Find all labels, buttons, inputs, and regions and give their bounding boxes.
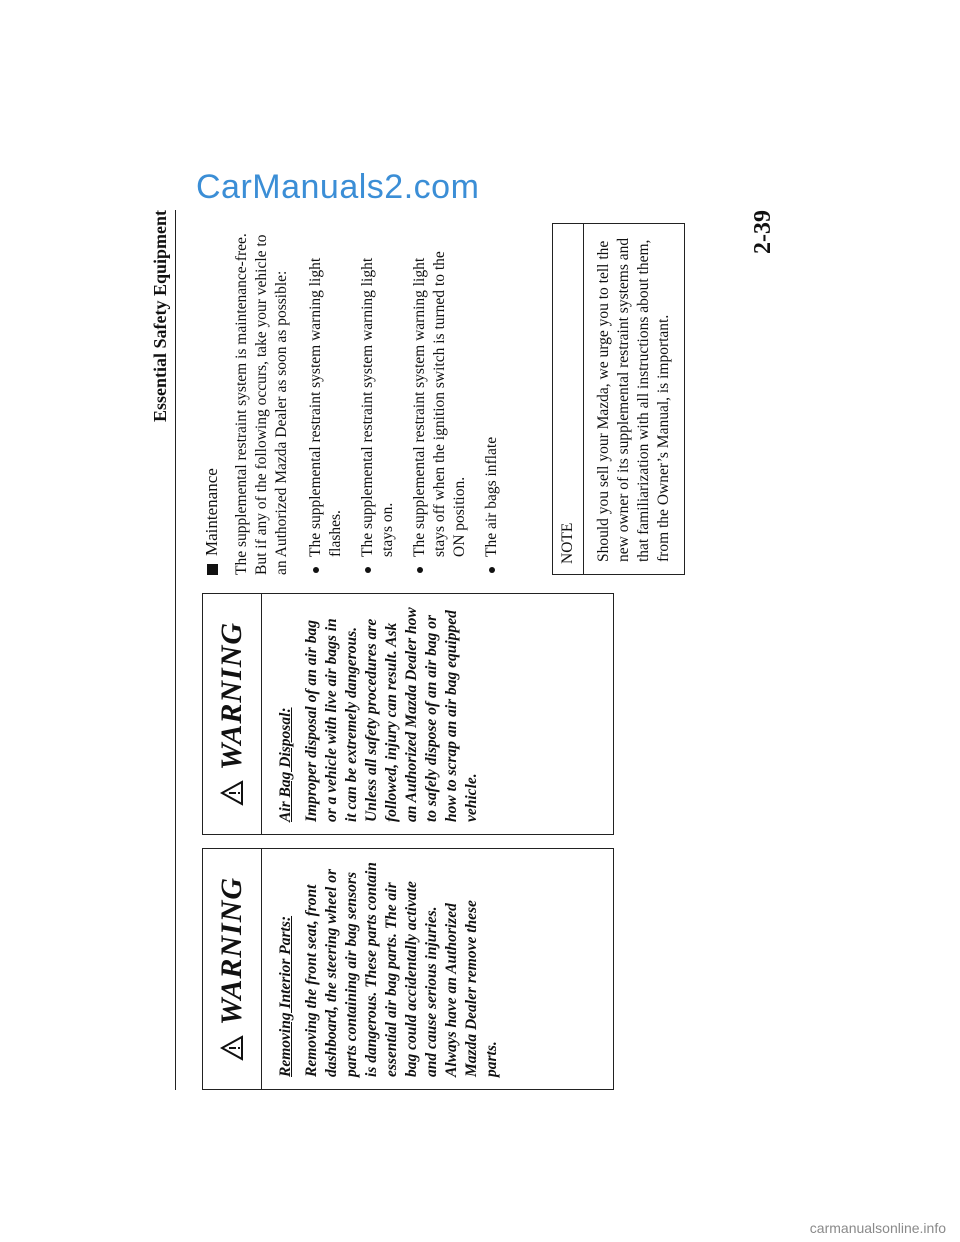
warning-text: Improper disposal of an air bag or a vehicle with live air bags in it can be extremely dangerous. Unless all safety procedures are followed, injury can result. Ask an Authorized Mazda Dealer how to safely dispose of an air bag or how to scrap an air bag equipped vehicle. <box>303 607 480 822</box>
list-item: The supplemental restraint system warning light flashes. <box>306 225 346 575</box>
page-number: 2-39 <box>750 210 776 254</box>
manual-page <box>150 210 810 1090</box>
warning-header <box>203 849 262 1089</box>
warning-box-air-bag-disposal <box>202 593 614 835</box>
warning-body <box>262 594 492 834</box>
maintenance-intro: The supplemental restraint system is maintenance-free. But if any of the following occurs, take your vehicle to an Authorized Mazda Dealer as soon as possible: <box>233 233 290 575</box>
warning-title: WARNING <box>215 621 248 771</box>
note-box <box>552 223 685 575</box>
note-text: Should you sell your Mazda, we urge you to tell the new owner of its supplemental restraint systems and that familiarization with all instructions about them, from the Owner’s Manual, is important. <box>595 237 672 562</box>
warning-header <box>203 594 262 834</box>
warning-subtitle: Removing Interior Parts: <box>277 915 294 1077</box>
note-title: NOTE <box>553 224 584 574</box>
warning-title: WARNING <box>215 876 248 1026</box>
maintenance-bullet-list <box>306 225 502 575</box>
warning-triangle-icon <box>220 780 244 806</box>
warning-box-interior-parts <box>202 848 614 1090</box>
square-bullet-icon <box>207 564 218 575</box>
watermark-top: CarManuals2.com <box>196 168 480 206</box>
maintenance-title: Maintenance <box>202 468 221 556</box>
maintenance-heading <box>202 225 222 575</box>
list-item: The supplemental restraint system warning light stays off when the ignition switch is turned to the ON position. <box>410 225 470 575</box>
warning-subtitle: Air Bag Disposal: <box>277 707 294 822</box>
list-item: The air bags inflate <box>482 225 502 575</box>
maintenance-section <box>202 225 514 575</box>
warning-body <box>262 849 512 1089</box>
warning-text: Removing the front seat, front dashboard, the steering wheel or parts containing air bag sensors is dangerous. These parts contain essential air bag parts. The air bag could accidentally activate and cause serious injuries. Always have an Authorized Mazda Dealer remove these parts. <box>303 862 500 1077</box>
list-item: The supplemental restraint system warning light stays on. <box>358 225 398 575</box>
watermark-bottom: carmanualsonline.info <box>809 1220 946 1236</box>
page-header: Essential Safety Equipment <box>150 210 176 1090</box>
warning-triangle-icon <box>220 1035 244 1061</box>
